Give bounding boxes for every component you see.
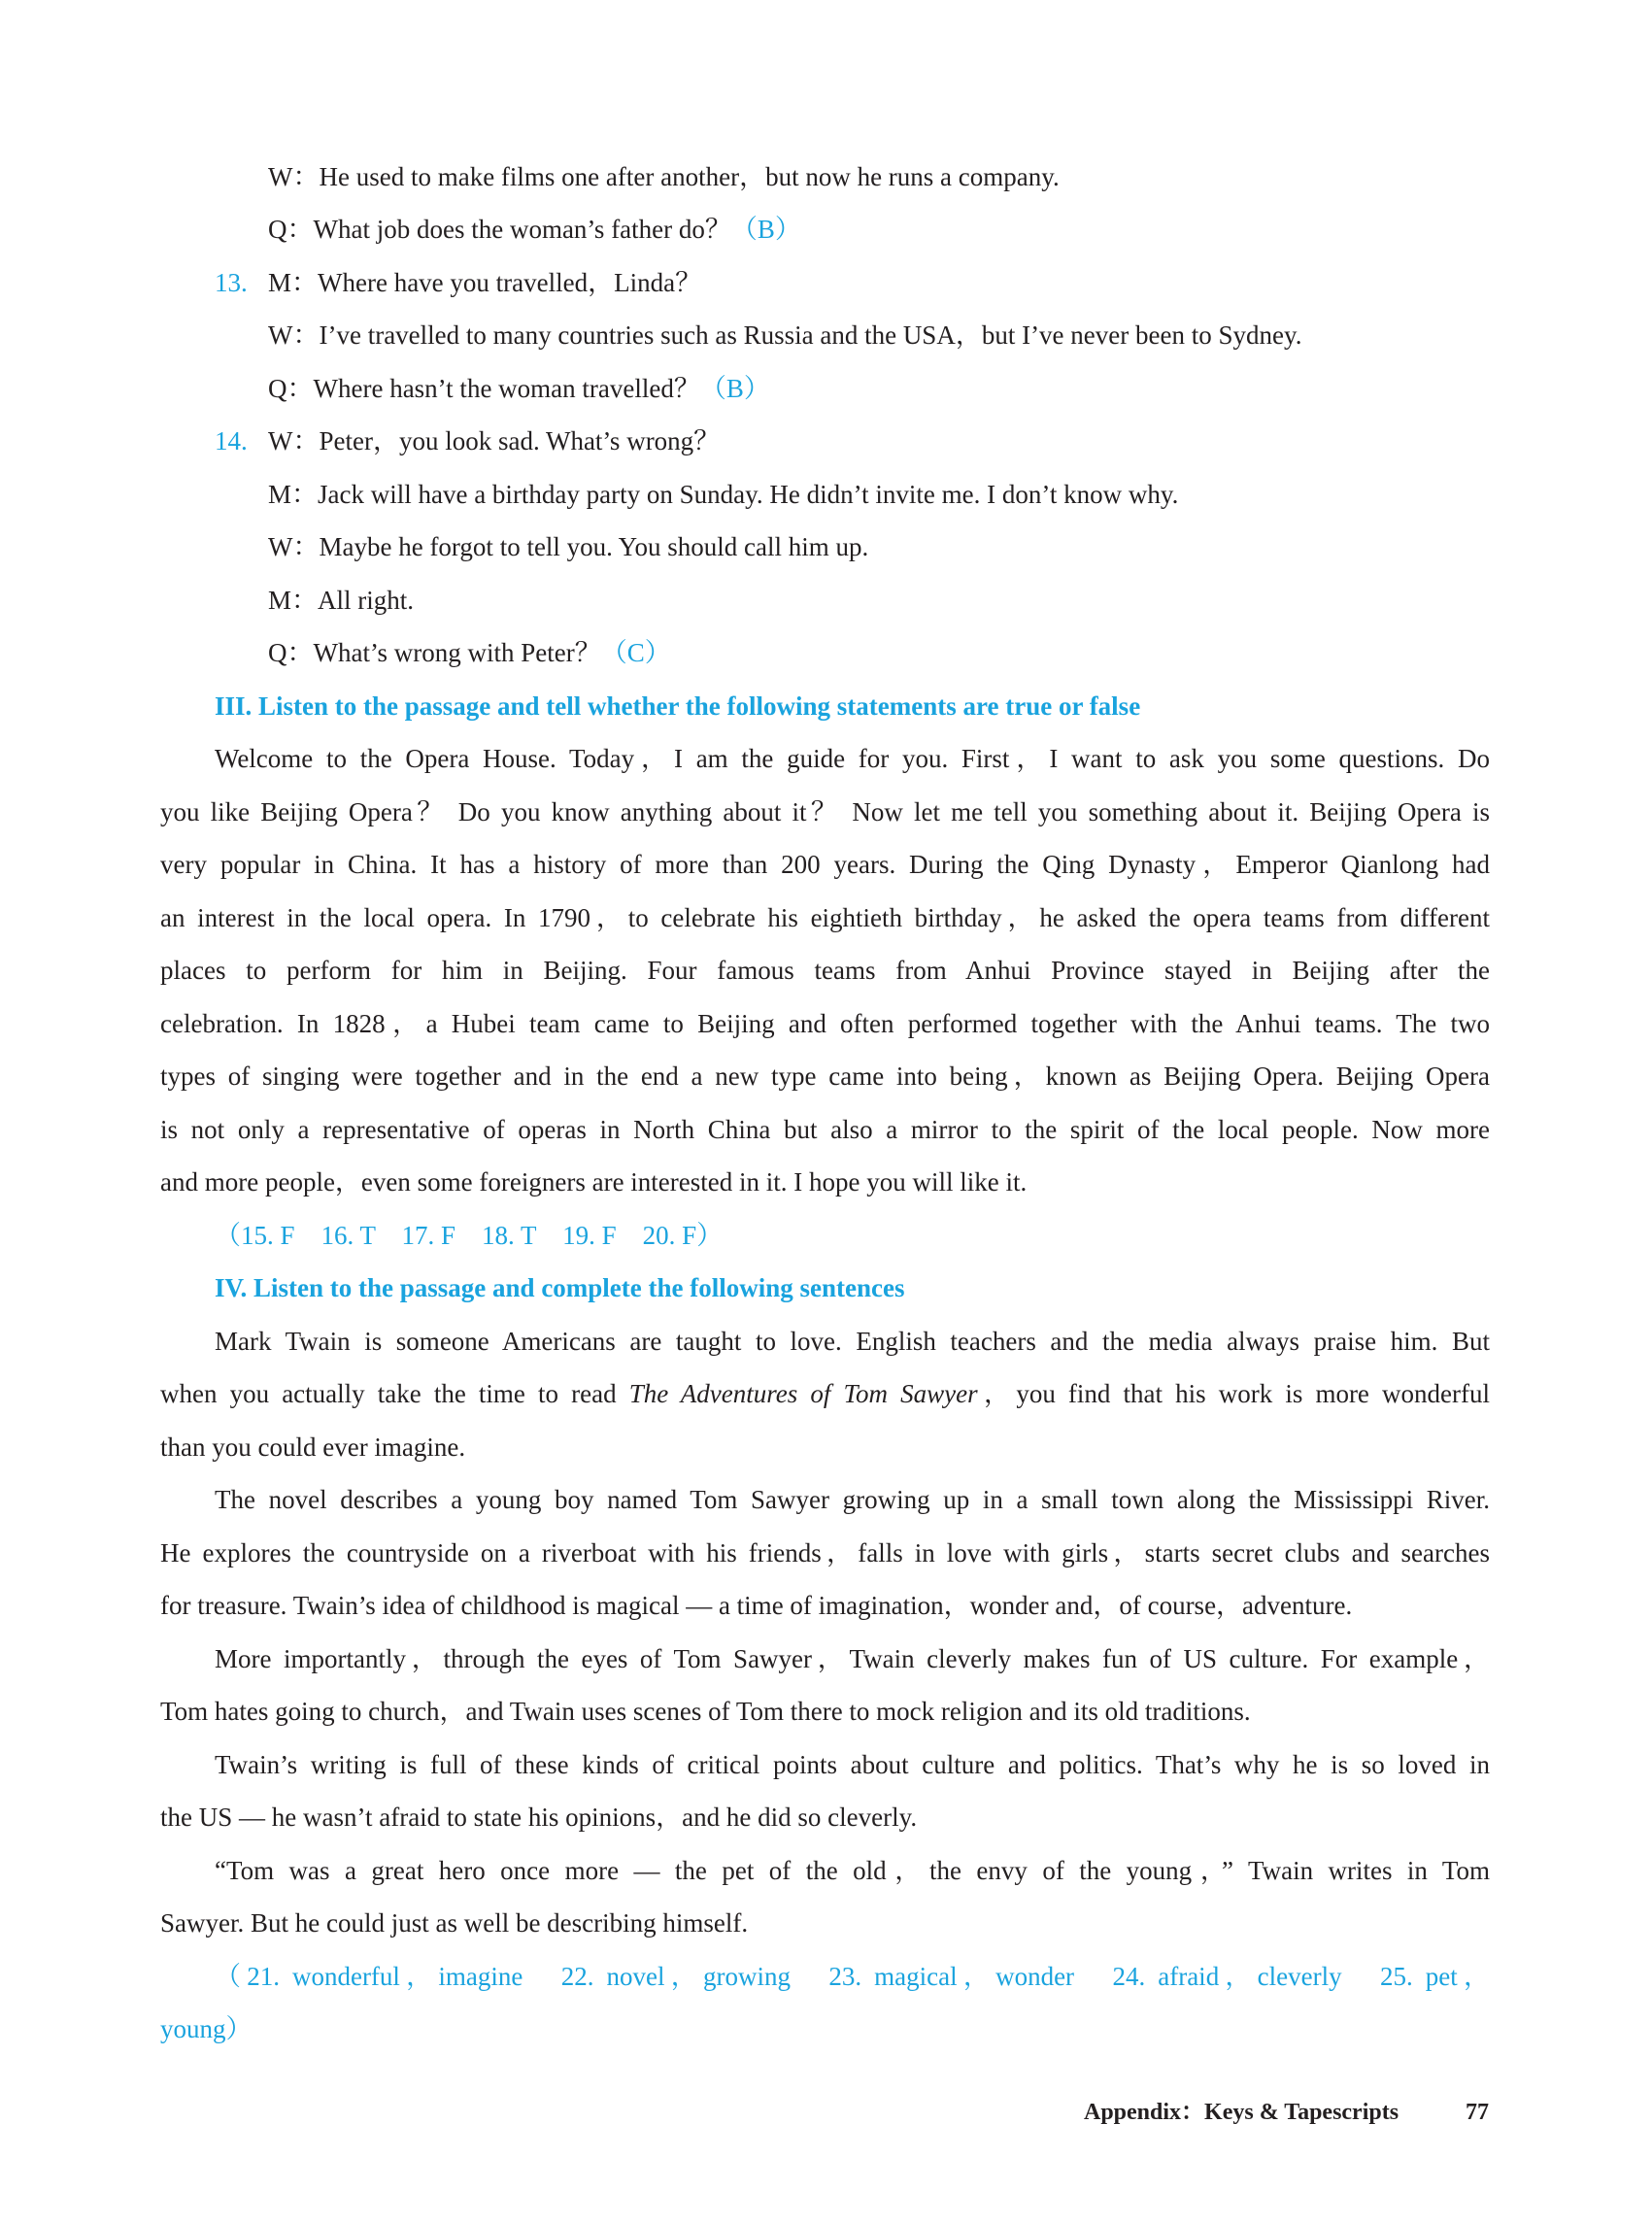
passage-line: More importantly，through the eyes of Tom Sawyer，Twain cleverly makes fun of US culture. For example， xyxy=(215,1644,1490,1673)
answer-key: （21. wonderful，imagine 22. novel，growing 23. magical，wonder 24. afraid，cleverly 25. pet， xyxy=(215,1962,1490,1991)
passage-line: places to perform for him in Beijing. Four famous teams from Anhui Province stayed in Beijing after the xyxy=(160,956,1490,985)
passage-line: “Tom was a great hero once more — the pet of the old，the envy of the young，” Twain writes in Tom xyxy=(215,1856,1490,1885)
running-footer: Appendix：Keys & Tapescripts xyxy=(1084,2100,1399,2125)
answer-key: （B） xyxy=(730,215,801,244)
book-title: The Adventures of Tom Sawyer xyxy=(628,1379,978,1408)
passage-line: types of singing were together and in the end a new type came into being，known as Beijing Opera. Beijing Opera xyxy=(160,1062,1490,1091)
dialogue-question: Q：What’s wrong with Peter？（C） xyxy=(268,638,671,667)
passage-line: Twain’s writing is full of these kinds of critical points about culture and politics. That’s why he is so loved in xyxy=(215,1750,1490,1779)
passage-line: The novel describes a young boy named Tom Sawyer growing up in a small town along the Mississippi River. xyxy=(215,1485,1490,1514)
passage-line: an interest in the local opera. In 1790，to celebrate his eightieth birthday，he asked the opera teams from different xyxy=(160,903,1490,932)
item-number: 14. xyxy=(215,426,248,455)
item-number: 13. xyxy=(215,268,248,297)
answer-key: young） xyxy=(160,2014,253,2043)
dialogue-line: W：He used to make films one after another，but now he runs a company. xyxy=(268,162,1060,191)
dialogue-question: Q：What job does the woman’s father do？（B） xyxy=(268,215,801,244)
passage-line: when you actually take the time to read The Adventures of Tom Sawyer，you find that his work is more wonderful xyxy=(160,1379,1490,1408)
passage-line: celebration. In 1828，a Hubei team came to Beijing and often performed together with the Anhui teams. The two xyxy=(160,1009,1490,1038)
dialogue-question: Q：Where hasn’t the woman travelled？（B） xyxy=(268,374,770,403)
passage-line: very popular in China. It has a history of more than 200 years. During the Qing Dynasty，Emperor Qianlong had xyxy=(160,850,1490,879)
page-number: 77 xyxy=(1466,2100,1489,2125)
section-heading: III. Listen to the passage and tell whether the following statements are true or false xyxy=(215,691,1141,721)
section-heading: IV. Listen to the passage and complete the following sentences xyxy=(215,1273,905,1302)
dialogue-line: M：Jack will have a birthday party on Sunday. He didn’t invite me. I don’t know why. xyxy=(268,480,1179,509)
passage-line: the US — he wasn’t afraid to state his opinions，and he did so cleverly. xyxy=(160,1803,918,1832)
passage-line: for treasure. Twain’s idea of childhood is magical — a time of imagination，wonder and，of course，adventure. xyxy=(160,1591,1353,1620)
dialogue-line: M：All right. xyxy=(268,586,415,615)
passage-line: and more people，even some foreigners are interested in it. I hope you will like it. xyxy=(160,1167,1028,1197)
answer-key: （15. F 16. T 17. F 18. T 19. F 20. F） xyxy=(215,1221,724,1250)
passage-line: He explores the countryside on a riverboat with his friends，falls in love with girls，starts secret clubs and searches xyxy=(160,1538,1490,1568)
passage-line: Welcome to the Opera House. Today，I am the guide for you. First，I want to ask you some questions. Do xyxy=(215,744,1490,773)
passage-line: you like Beijing Opera？ Do you know anything about it？ Now let me tell you something about it. Beijing Opera is xyxy=(160,797,1490,826)
passage-line: is not only a representative of operas in North China but also a mirror to the spirit of the local people. Now more xyxy=(160,1115,1490,1144)
passage-line: than you could ever imagine. xyxy=(160,1433,466,1462)
dialogue-line: 14. W：Peter，you look sad. What’s wrong？ xyxy=(215,423,720,458)
passage-line: Sawyer. But he could just as well be describing himself. xyxy=(160,1908,749,1938)
passage-line: Mark Twain is someone Americans are taught to love. English teachers and the media always praise him. But xyxy=(215,1327,1490,1356)
passage-line: Tom hates going to church，and Twain uses scenes of Tom there to mock religion and its old traditions. xyxy=(160,1697,1251,1726)
answer-key: （C） xyxy=(600,638,671,667)
dialogue-line: W：Maybe he forgot to tell you. You should call him up. xyxy=(268,532,869,561)
dialogue-line: 13. M：Where have you travelled，Linda？ xyxy=(215,265,701,300)
answer-key: （B） xyxy=(699,374,770,403)
dialogue-line: W：I’ve travelled to many countries such as Russia and the USA，but I’ve never been to Sydney. xyxy=(268,320,1302,350)
